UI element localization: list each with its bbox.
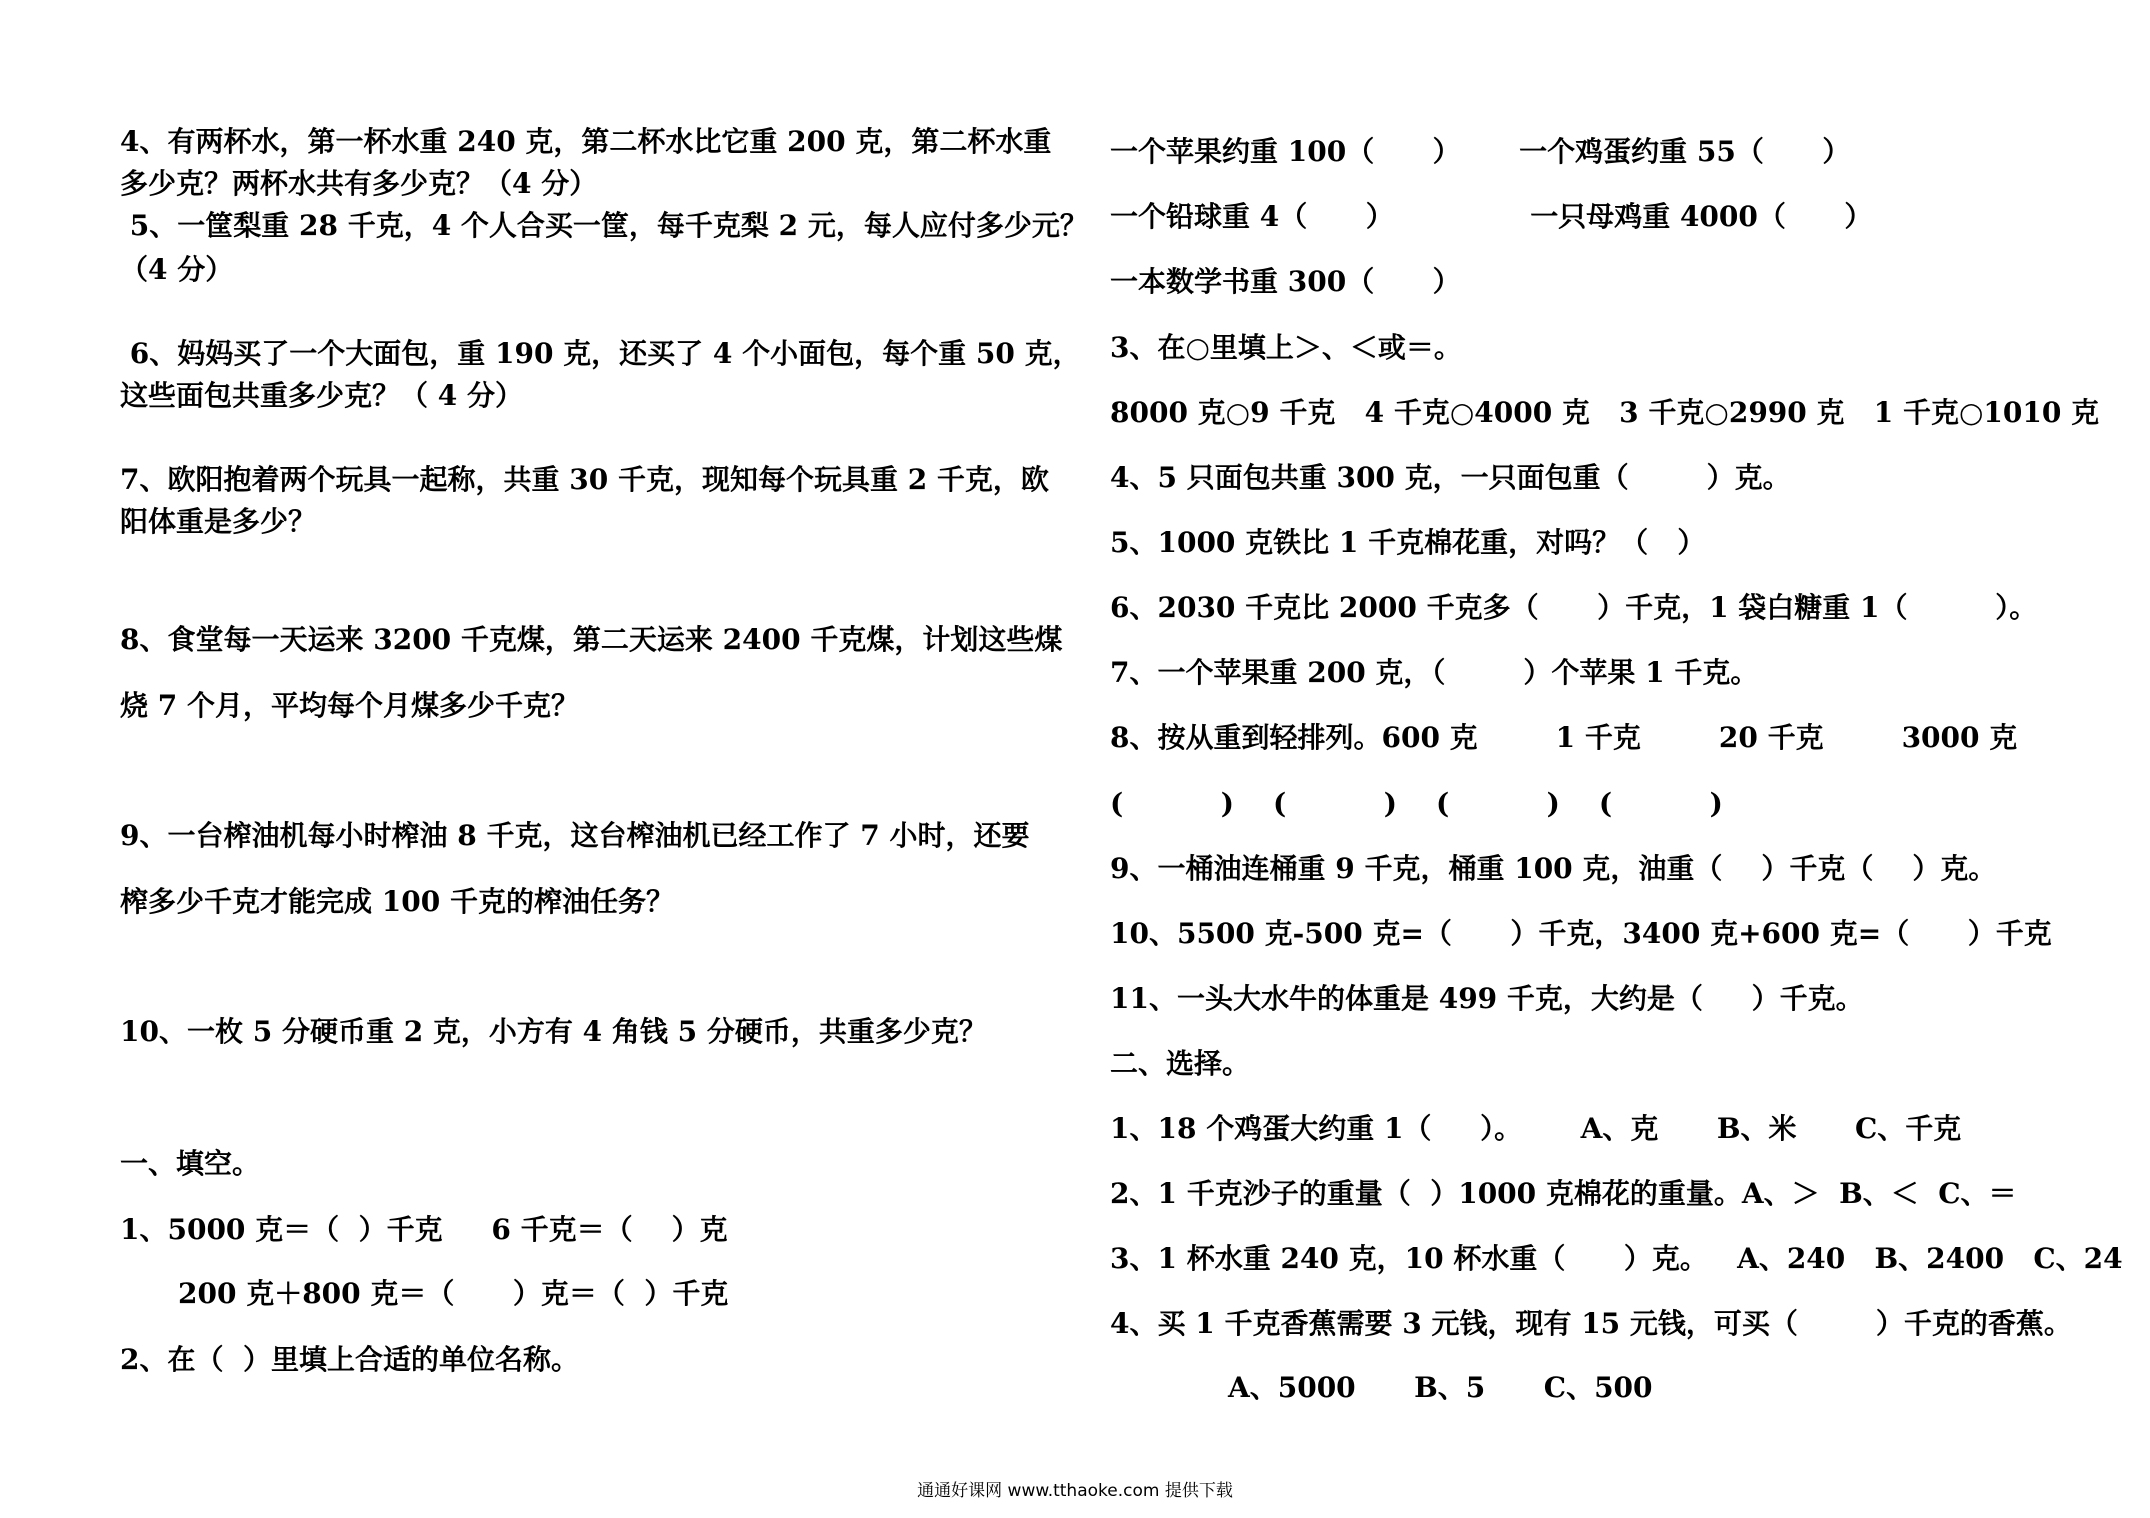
fill-question-5: 5、1000 克铁比 1 千克棉花重，对吗？（ ） bbox=[1110, 526, 1706, 559]
fill-question-8: 8、按从重到轻排列。600 克 1 千克 20 千克 3000 克 bbox=[1110, 721, 2018, 754]
question-9-line-2: 榨多少千克才能完成 100 千克的榨油任务？ bbox=[120, 885, 674, 918]
fill-question-4: 4、5 只面包共重 300 克，一只面包重（ ）克。 bbox=[1110, 461, 1791, 494]
question-6-line-1: 6、妈妈买了一个大面包，重 190 克，还买了 4 个小面包，每个重 50 克， bbox=[120, 337, 1081, 370]
question-5-line-1: 5、一筐梨重 28 千克，4 个人合买一筐，每千克梨 2 元，每人应付多少元？ bbox=[120, 209, 1088, 242]
unit-items-line-2: 一个铅球重 4（ ） 一只母鸡重 4000（ ） bbox=[1110, 200, 1873, 233]
choice-question-3: 3、1 杯水重 240 克，10 杯水重（ ）克。 A、240 B、2400 C、24 bbox=[1110, 1242, 2123, 1275]
footer-credit: 通通好课网 www.tthaoke.com 提供下载 bbox=[917, 1481, 1233, 1501]
fill-question-8-blanks: ( ) ( ) ( ) ( ) bbox=[1110, 787, 1723, 820]
section-fill-blank-heading: 一、填空。 bbox=[120, 1147, 261, 1180]
question-4-line-2: 多少克？两杯水共有多少克？（4 分） bbox=[120, 167, 598, 200]
question-8-line-2: 烧 7 个月，平均每个月煤多少千克？ bbox=[120, 689, 579, 722]
unit-items-line-3: 一本数学书重 300（ ） bbox=[1110, 265, 1461, 298]
section-choice-heading: 二、选择。 bbox=[1110, 1047, 1251, 1080]
fill-question-10: 10、5500 克-500 克=（ ）千克，3400 克+600 克=（ ）千克 bbox=[1110, 917, 2052, 950]
question-8-line-1: 8、食堂每一天运来 3200 千克煤，第二天运来 2400 千克煤，计划这些煤 bbox=[120, 623, 1063, 656]
question-9-line-1: 9、一台榨油机每小时榨油 8 千克，这台榨油机已经工作了 7 小时，还要 bbox=[120, 819, 1030, 852]
fill-question-2-heading: 2、在（ ）里填上合适的单位名称。 bbox=[120, 1343, 579, 1376]
question-7-line-2: 阳体重是多少？ bbox=[120, 505, 317, 538]
choice-question-4: 4、买 1 千克香蕉需要 3 元钱，现有 15 元钱，可买（ ）千克的香蕉。 bbox=[1110, 1307, 2072, 1340]
fill-question-6: 6、2030 千克比 2000 千克多（ ）千克，1 袋白糖重 1（ ）。 bbox=[1110, 591, 2038, 624]
fill-question-3-comparisons: 8000 克○9 千克 4 千克○4000 克 3 千克○2990 克 1 千克○1010 克 bbox=[1110, 396, 2100, 429]
fill-question-11: 11、一头大水牛的体重是 499 千克，大约是（ ）千克。 bbox=[1110, 982, 1864, 1015]
fill-question-7: 7、一个苹果重 200 克，（ ）个苹果 1 千克。 bbox=[1110, 656, 1759, 689]
question-10: 10、一枚 5 分硬币重 2 克，小方有 4 角钱 5 分硬币，共重多少克？ bbox=[120, 1015, 987, 1048]
question-5-line-2: （4 分） bbox=[120, 253, 234, 286]
choice-question-1: 1、18 个鸡蛋大约重 1（ ）。 A、克 B、米 C、千克 bbox=[1110, 1112, 1962, 1145]
fill-question-3-heading: 3、在○里填上＞、＜或＝。 bbox=[1110, 331, 1462, 364]
choice-question-2: 2、1 千克沙子的重量（ ）1000 克棉花的重量。A、＞ B、＜ C、＝ bbox=[1110, 1177, 2017, 1210]
fill-question-9: 9、一桶油连桶重 9 千克，桶重 100 克，油重（ ）千克（ ）克。 bbox=[1110, 852, 1997, 885]
question-6-line-2: 这些面包共重多少克？（ 4 分） bbox=[120, 379, 523, 412]
unit-items-line-1: 一个苹果约重 100（ ） 一个鸡蛋约重 55（ ） bbox=[1110, 135, 1851, 168]
question-7-line-1: 7、欧阳抱着两个玩具一起称，共重 30 千克，现知每个玩具重 2 千克，欧 bbox=[120, 463, 1049, 496]
fill-question-1-line-2: 200 克＋800 克＝（ ）克＝（ ）千克 bbox=[178, 1277, 729, 1310]
fill-question-1-line-1: 1、5000 克＝（ ）千克 6 千克＝（ ）克 bbox=[120, 1213, 728, 1246]
choice-question-4-options: A、5000 B、5 C、500 bbox=[1228, 1371, 1653, 1404]
question-4-line-1: 4、有两杯水，第一杯水重 240 克，第二杯水比它重 200 克，第二杯水重 bbox=[120, 125, 1052, 158]
